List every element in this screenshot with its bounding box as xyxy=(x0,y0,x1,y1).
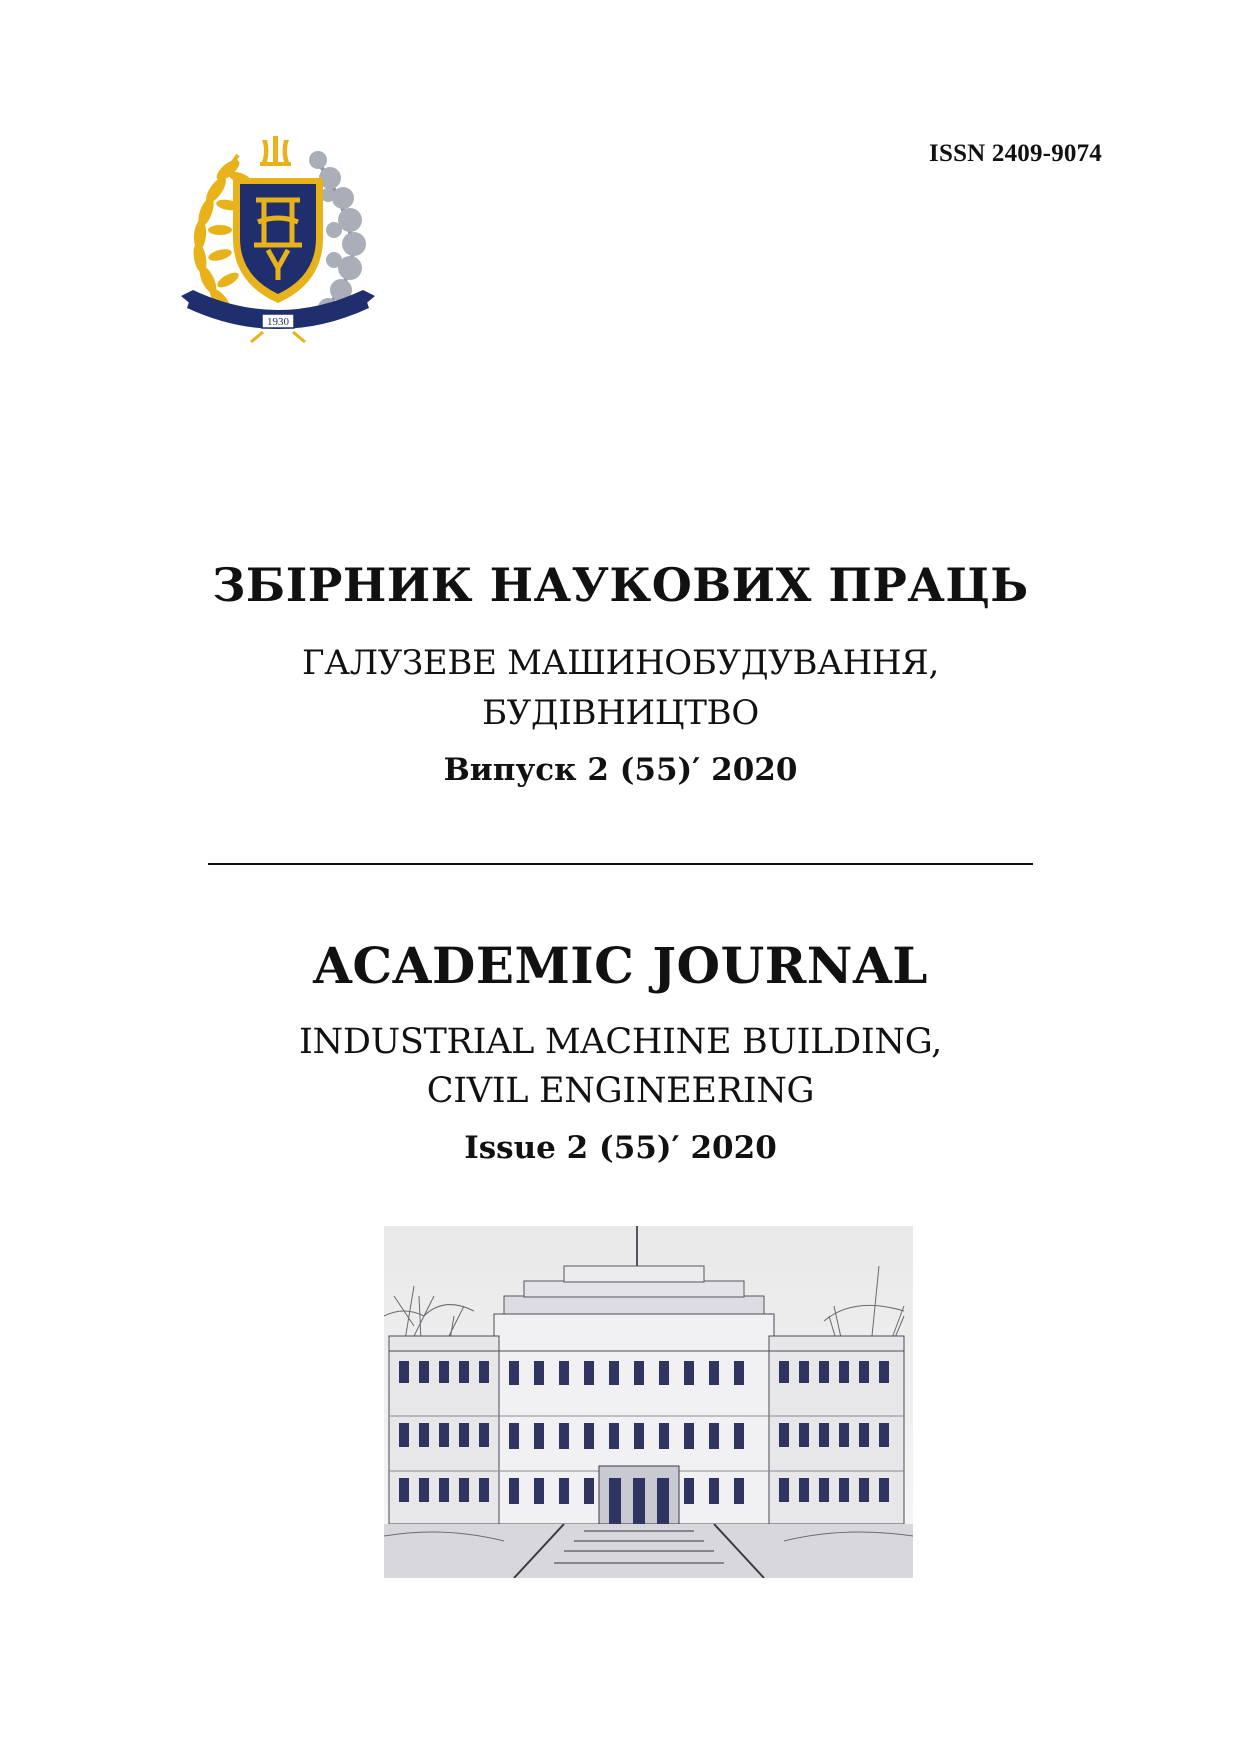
issn-number: ISSN 2409-9074 xyxy=(929,140,1102,167)
english-subtitle-line2: CIVIL ENGINEERING xyxy=(426,1071,815,1111)
university-emblem-icon xyxy=(178,130,378,345)
ukrainian-issue: Випуск 2 (55)′ 2020 xyxy=(443,752,798,788)
trident-icon xyxy=(260,136,291,166)
english-subtitle-line1: INDUSTRIAL MACHINE BUILDING, xyxy=(299,1022,942,1062)
university-building-sketch-icon xyxy=(384,1226,913,1578)
divider-line xyxy=(208,863,1033,865)
english-title: ACADEMIC JOURNAL xyxy=(313,936,928,995)
ukrainian-subtitle-line2: БУДІВНИЦТВО xyxy=(482,693,759,733)
english-issue: Issue 2 (55)′ 2020 xyxy=(464,1130,777,1166)
building-entrance xyxy=(599,1466,679,1524)
english-subtitle xyxy=(0,1018,1241,1116)
ukrainian-subtitle xyxy=(0,638,1241,738)
ukrainian-subtitle-line1: ГАЛУЗЕВЕ МАШИНОБУДУВАННЯ, xyxy=(302,643,939,683)
ukrainian-title: ЗБІРНИК НАУКОВИХ ПРАЦЬ xyxy=(212,558,1029,612)
shield-icon xyxy=(233,178,323,303)
emblem-year: 1930 xyxy=(267,316,289,328)
building-ground xyxy=(384,1524,913,1578)
